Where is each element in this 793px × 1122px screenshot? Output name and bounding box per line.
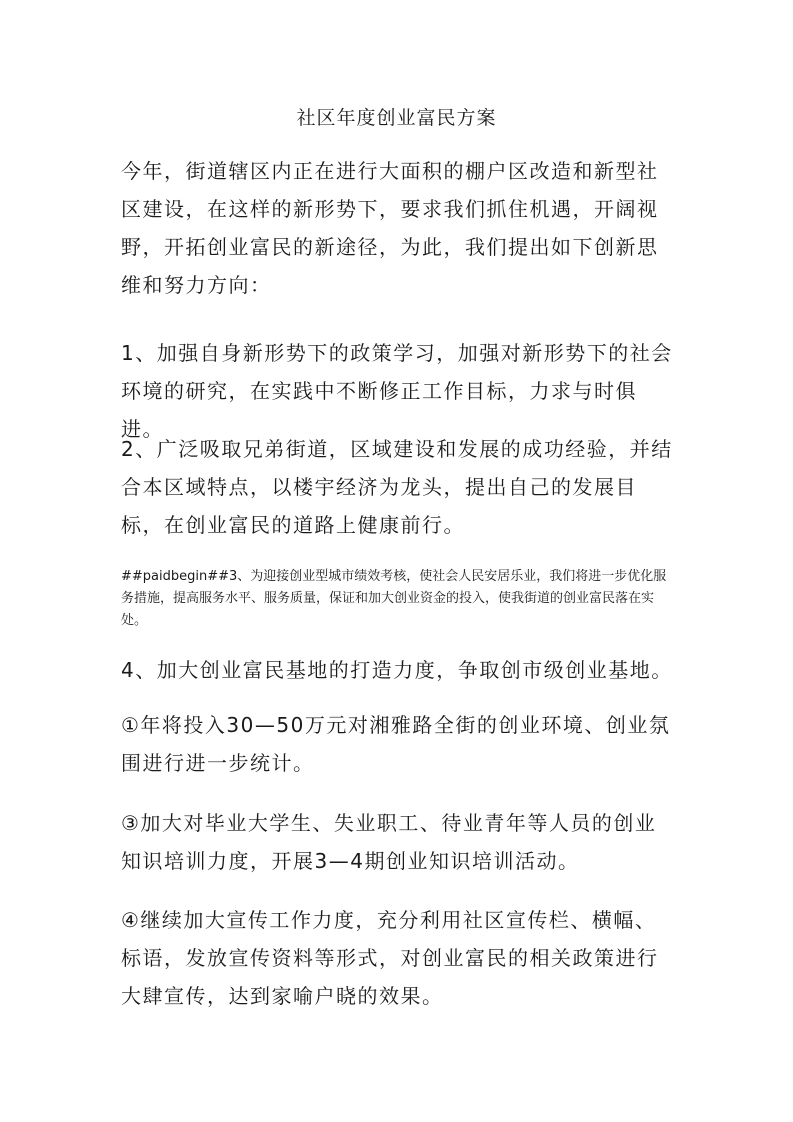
item-3-paragraph: ##paidbegin##3、为迎接创业型城市绩效考核，使社会人民安居乐业，我们将进一步优化服务措施，提高服务水平、服务质量，保证和加大创业资金的投入，使我街道的创业富民落在实处。 [121,569,667,628]
item-1-paragraph: 1、加强自身新形势下的政策学习，加强对新形势下的社会环境的研究，在实践中不断修正工作目标，力求与时俱进。 [121,341,673,441]
item-2-paragraph: 2、广泛吸取兄弟街道，区域建设和发展的成功经验，并结合本区域特点，以楼宇经济为龙头，提出自己的发展目标，在创业富民的道路上健康前行。 [121,437,673,537]
sub-item-3-paragraph: ③加大对毕业大学生、失业职工、待业青年等人员的创业知识培训力度，开展3—4期创业知识培训活动。 [121,811,657,873]
sub-item-4-paragraph: ④继续加大宣传工作力度，充分利用社区宣传栏、横幅、标语，发放宣传资料等形式，对创业富民的相关政策进行大肆宣传，达到家喻户晓的效果。 [121,908,659,1008]
sub-item-1-paragraph: ①年将投入30—50万元对湘雅路全街的创业环境、创业氛围进行进一步统计。 [121,713,671,775]
document-title: 社区年度创业富民方案 [296,107,497,129]
item-4-paragraph: 4、加大创业富民基地的打造力度，争取创市级创业基地。 [121,658,673,682]
intro-paragraph: 今年，街道辖区内正在进行大面积的棚户区改造和新型社区建设，在这样的新形势下，要求我们抓住机遇，开阔视野，开拓创业富民的新途径，为此，我们提出如下创新思维和努力方向： [121,159,659,297]
